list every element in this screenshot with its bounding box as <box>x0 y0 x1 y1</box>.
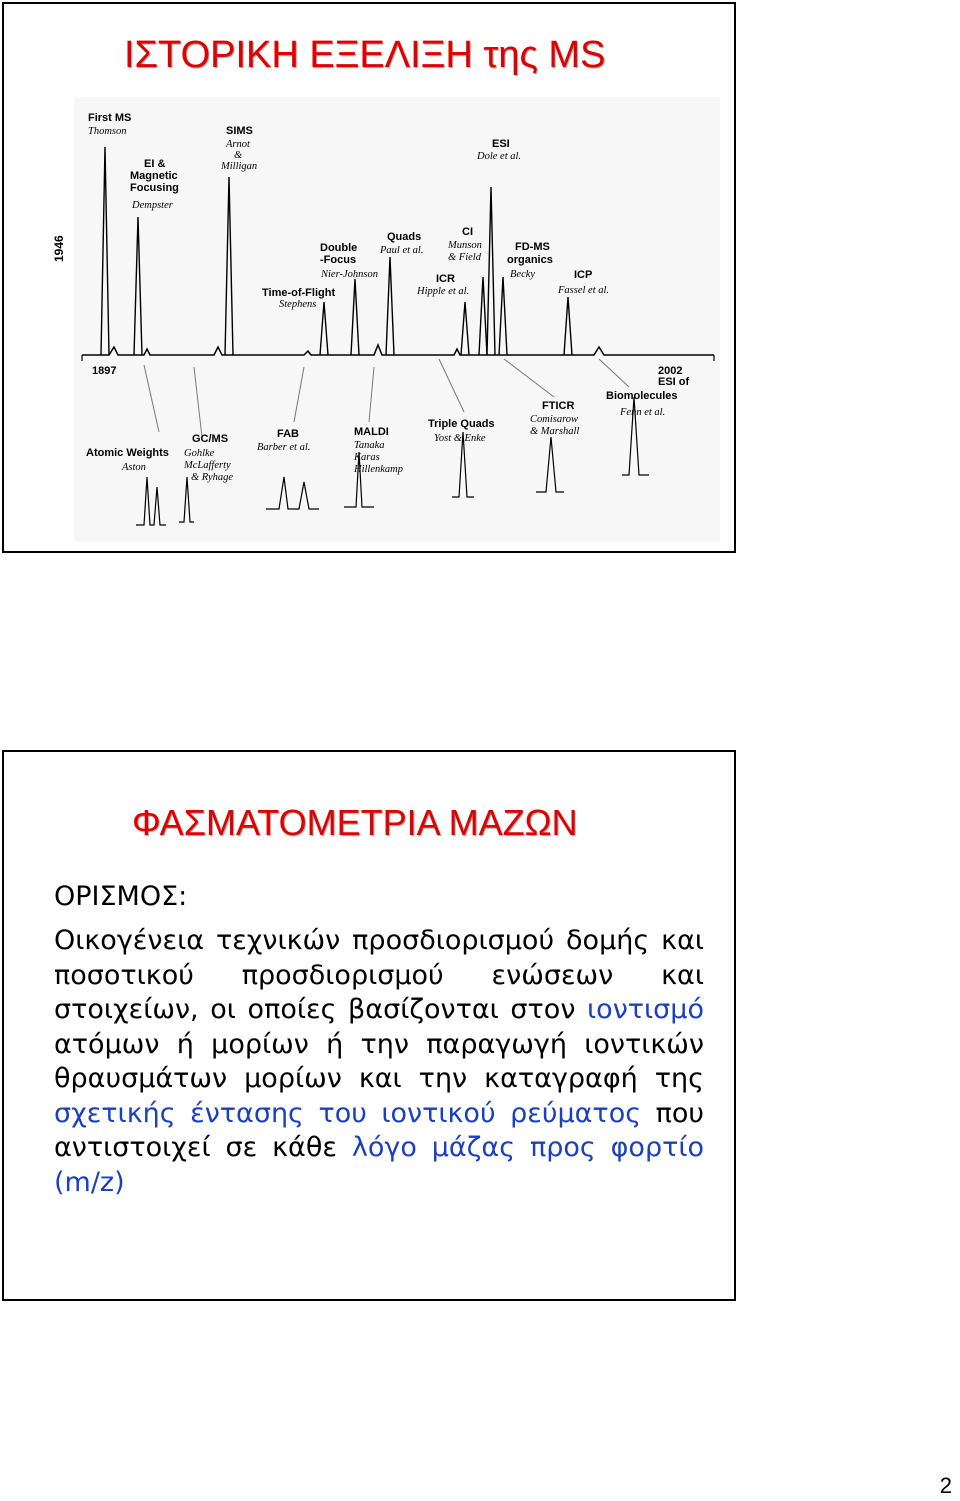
svg-text:FAB: FAB <box>277 428 299 440</box>
svg-text:Stephens: Stephens <box>279 299 317 310</box>
svg-text:Hipple et al.: Hipple et al. <box>417 286 470 297</box>
svg-text:1897: 1897 <box>92 365 117 377</box>
svg-text:Munson: Munson <box>448 240 482 251</box>
svg-text:First MS: First MS <box>88 112 132 124</box>
svg-text:Aston: Aston <box>122 462 146 473</box>
svg-text:ICR: ICR <box>436 273 455 285</box>
svg-text:Dole et al.: Dole et al. <box>477 151 522 162</box>
svg-text:Gohlke: Gohlke <box>184 448 215 459</box>
svg-text:Nier-Johnson: Nier-Johnson <box>321 269 378 280</box>
year-label: 1946 <box>52 235 66 262</box>
svg-text:Double: Double <box>320 242 358 254</box>
svg-text:Hillenkamp: Hillenkamp <box>354 464 403 475</box>
svg-text:Milligan: Milligan <box>221 161 258 172</box>
svg-text:CI: CI <box>462 226 473 238</box>
svg-text:ESI of: ESI of <box>658 376 690 388</box>
svg-text:Focusing: Focusing <box>130 182 179 194</box>
slide-title: ΦΑΣΜΑΤΟΜΕΤΡΙΑ ΜΑΖΩΝ <box>132 802 578 843</box>
svg-text:Dempster: Dempster <box>132 200 173 211</box>
svg-text:& Field: & Field <box>448 252 481 263</box>
slide-title: ΙΣΤΟΡΙΚΗ ΕΞΕΛΙΞΗ της MS <box>124 34 606 76</box>
svg-text:-Focus: -Focus <box>320 254 357 266</box>
svg-text:& Marshall: & Marshall <box>530 426 580 437</box>
highlight-term: λόγο μάζας προς φορτίο (m/z) <box>54 1132 704 1198</box>
svg-text:FD-MS: FD-MS <box>515 241 550 253</box>
svg-text:Atomic Weights: Atomic Weights <box>86 447 169 459</box>
svg-text:Quads: Quads <box>387 231 422 243</box>
page-number: 2 <box>939 1473 952 1498</box>
definition-label: ΟΡΙΣΜΟΣ: <box>54 881 188 912</box>
slide-history <box>2 2 736 553</box>
highlight-term: ιοντισμό <box>587 994 704 1025</box>
svg-text:GC/MS: GC/MS <box>192 433 229 445</box>
svg-text:Paul et al.: Paul et al. <box>380 245 424 256</box>
svg-text:EI &: EI & <box>144 158 166 170</box>
svg-text:Thomson: Thomson <box>88 126 127 137</box>
svg-text:Magnetic: Magnetic <box>130 170 178 182</box>
svg-text:McLafferty: McLafferty <box>184 460 231 471</box>
ms-history-timeline <box>74 97 720 542</box>
svg-text:Yost & Enke: Yost & Enke <box>434 433 486 444</box>
svg-text:Fassel et al.: Fassel et al. <box>558 285 610 296</box>
definition-segment: ατόμων ή μορίων ή την παραγωγή ιοντικών θραυσμάτων μορίων και την καταγραφή της <box>54 1028 704 1094</box>
svg-text:2002: 2002 <box>658 365 683 377</box>
svg-text:FTICR: FTICR <box>542 400 575 412</box>
svg-text:Karas: Karas <box>354 452 380 463</box>
svg-text:Tanaka: Tanaka <box>354 440 385 451</box>
svg-text:ESI: ESI <box>492 138 510 150</box>
svg-text:Comisarow: Comisarow <box>530 414 579 425</box>
definition-text <box>54 924 704 1200</box>
svg-text:Arnot: Arnot <box>226 139 250 150</box>
svg-text:SIMS: SIMS <box>226 125 253 137</box>
definition-segment: που αντιστοιχεί σε κάθε <box>54 1097 704 1163</box>
svg-text:&: & <box>234 150 243 161</box>
svg-text:Biomolecules: Biomolecules <box>606 390 678 402</box>
svg-text:Fenn et al.: Fenn et al. <box>620 407 666 418</box>
slide-definition <box>2 750 736 1301</box>
svg-text:MALDI: MALDI <box>354 426 389 438</box>
svg-text:Barber et al.: Barber et al. <box>257 442 311 453</box>
svg-text:ICP: ICP <box>574 269 593 281</box>
svg-text:Triple Quads: Triple Quads <box>428 418 495 430</box>
svg-text:organics: organics <box>507 254 553 266</box>
highlight-term: σχετικής έντασης του ιοντικού ρεύματος <box>54 1097 642 1129</box>
svg-text:Becky: Becky <box>510 269 536 280</box>
svg-text:Time-of-Flight: Time-of-Flight <box>262 287 336 299</box>
definition-segment: Οικογένεια τεχνικών προσδιορισμού δομής και ποσοτικού προσδιορισμού ενώσεων και στοιχείων, οι οποίες βασίζονται στον <box>54 925 704 1025</box>
svg-text:& Ryhage: & Ryhage <box>191 472 234 483</box>
